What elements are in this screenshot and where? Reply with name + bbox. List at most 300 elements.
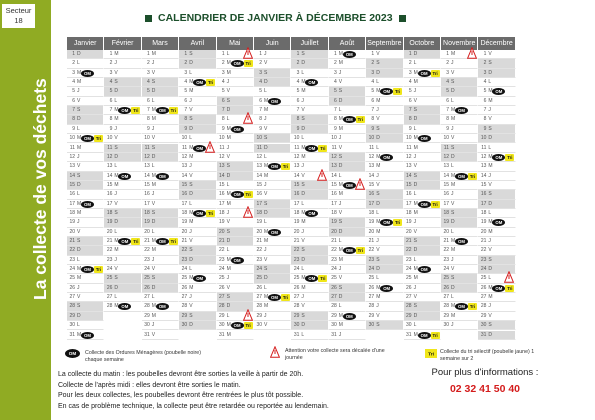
day-number: 10 — [69, 135, 75, 142]
day-cell — [291, 50, 328, 59]
day-cell — [254, 134, 291, 143]
day-number: 8 — [109, 116, 113, 123]
day-letter: J — [189, 294, 192, 301]
day-cell — [291, 115, 328, 124]
day-number: 6 — [221, 97, 225, 104]
day-letter: D — [413, 312, 418, 319]
day-number: 26 — [443, 284, 449, 291]
day-cell — [254, 97, 291, 106]
day-number: 17 — [219, 200, 225, 207]
day-number: 5 — [296, 88, 300, 95]
om-badge-icon: OM — [81, 135, 94, 142]
day-letter: M — [114, 303, 119, 310]
day-cell — [142, 218, 179, 227]
day-cell — [179, 181, 216, 190]
day-number: 16 — [69, 191, 75, 198]
day-cell — [329, 237, 366, 246]
day-number: 7 — [483, 107, 487, 114]
day-cell — [291, 106, 328, 115]
tri-badge-icon: Tri — [507, 285, 513, 291]
day-cell — [67, 218, 104, 227]
day-cell — [67, 293, 104, 302]
day-letter: V — [413, 294, 417, 301]
day-number: 8 — [446, 116, 449, 123]
day-cell — [291, 125, 328, 134]
day-letter: S — [77, 303, 81, 310]
day-letter: L — [77, 60, 80, 67]
day-cell — [104, 69, 141, 78]
day-number: 21 — [406, 238, 412, 244]
day-number: 22 — [443, 247, 449, 254]
day-number: 15 — [219, 181, 225, 188]
day-letter: M — [189, 144, 194, 151]
day-number: 9 — [446, 125, 449, 132]
day-number: 22 — [406, 247, 412, 254]
tri-badge-icon: Tri — [245, 323, 251, 329]
day-number: 24 — [406, 266, 412, 273]
note-line: Collecte de l'après midi : elles devront être sorties le matin. — [58, 381, 241, 389]
om-badge-icon: OM — [118, 173, 131, 180]
day-cell — [441, 59, 478, 68]
day-letter: S — [189, 312, 193, 319]
day-number: 6 — [296, 97, 300, 104]
day-cell — [478, 87, 515, 96]
day-number: 23 — [368, 256, 375, 263]
day-letter: M — [301, 209, 306, 216]
day-cell — [67, 190, 104, 199]
day-number: 26 — [368, 284, 375, 291]
warning-legend-icon — [270, 346, 280, 358]
day-cell — [142, 78, 179, 87]
day-letter: L — [189, 266, 192, 273]
day-number: 20 — [331, 228, 337, 235]
day-number: 15 — [368, 181, 375, 188]
day-letter: J — [451, 60, 454, 67]
day-letter: V — [413, 228, 417, 235]
day-letter: M — [338, 312, 343, 319]
day-cell — [142, 284, 179, 293]
day-letter: J — [338, 266, 342, 273]
day-number: 15 — [406, 181, 412, 188]
legend-om-text: Collecte des Ordures Ménagères (poubelle noire) chaque semaine — [85, 350, 202, 363]
day-letter: J — [77, 219, 80, 226]
day-letter: L — [114, 294, 118, 301]
day-cell — [142, 331, 179, 340]
day-cell — [329, 69, 366, 78]
day-number: 6 — [408, 97, 412, 104]
day-number: 21 — [368, 238, 375, 244]
day-letter: S — [488, 125, 492, 132]
day-letter: S — [189, 116, 193, 123]
day-number: 18 — [144, 209, 150, 216]
day-number: 15 — [69, 181, 75, 188]
day-cell — [104, 256, 141, 265]
day-number: 22 — [256, 247, 262, 254]
day-number: 25 — [69, 275, 75, 282]
day-cell — [104, 144, 141, 153]
day-letter: M — [264, 107, 269, 114]
day-number: 22 — [368, 247, 375, 254]
day-number: 11 — [219, 144, 225, 151]
day-number: 20 — [443, 228, 449, 235]
day-letter: S — [413, 107, 417, 114]
day-cell — [67, 209, 104, 218]
day-letter: V — [413, 97, 417, 104]
day-cell — [291, 284, 328, 293]
day-letter: D — [226, 172, 231, 179]
day-letter: M — [77, 69, 82, 76]
day-number: 2 — [147, 60, 150, 67]
day-number: 14 — [331, 172, 337, 179]
day-cell — [329, 181, 366, 190]
day-cell — [404, 172, 441, 181]
day-number: 28 — [293, 303, 300, 310]
day-letter: D — [488, 135, 493, 142]
day-cell — [478, 162, 515, 171]
day-number: 13 — [181, 163, 188, 170]
month-column — [291, 50, 328, 340]
day-cell — [291, 209, 328, 218]
day-number: 8 — [408, 116, 412, 123]
day-number: 1 — [334, 51, 337, 57]
day-cell — [104, 134, 141, 143]
day-cell — [404, 293, 441, 302]
day-number: 3 — [483, 69, 487, 76]
day-letter: M — [413, 266, 418, 273]
day-number: 23 — [106, 256, 113, 263]
day-cell — [404, 50, 441, 59]
day-number: 17 — [106, 200, 113, 207]
day-cell — [478, 153, 515, 162]
day-cell — [329, 218, 366, 227]
day-letter: L — [338, 172, 342, 179]
day-cell — [104, 125, 141, 134]
day-letter: D — [264, 144, 268, 151]
day-cell — [67, 246, 104, 255]
day-number: 20 — [181, 228, 188, 235]
day-letter: M — [338, 125, 343, 132]
day-number: 19 — [256, 219, 262, 226]
day-cell — [441, 321, 478, 330]
day-letter: V — [264, 125, 268, 132]
day-letter: J — [488, 238, 491, 244]
day-number: 12 — [406, 153, 412, 160]
day-letter: S — [488, 60, 492, 67]
day-cell — [217, 331, 254, 340]
day-cell — [217, 50, 254, 59]
day-letter: J — [413, 88, 417, 95]
day-number: 30 — [256, 322, 262, 329]
day-letter: J — [301, 97, 304, 104]
day-letter: J — [376, 107, 379, 114]
tri-badge-icon: Tri — [432, 332, 438, 338]
day-cell — [67, 87, 104, 96]
om-badge-icon: OM — [156, 173, 169, 180]
day-number: 11 — [69, 144, 75, 151]
day-cell — [254, 312, 291, 321]
day-letter: M — [226, 125, 231, 132]
day-cell — [329, 78, 366, 87]
day-letter: J — [77, 88, 80, 95]
day-number: 12 — [144, 153, 150, 160]
day-cell — [142, 97, 179, 106]
day-cell — [67, 172, 104, 181]
day-letter: L — [413, 256, 417, 263]
day-letter: M — [301, 284, 306, 291]
day-cell — [441, 172, 478, 181]
tri-badge-icon: Tri — [432, 70, 438, 76]
day-letter: V — [376, 181, 380, 188]
month-header: Juillet — [291, 37, 328, 50]
day-cell — [142, 265, 179, 274]
day-number: 26 — [480, 284, 487, 291]
day-letter: S — [114, 79, 118, 86]
day-letter: M — [451, 51, 456, 57]
day-letter: M — [413, 331, 418, 338]
day-number: 10 — [443, 135, 449, 142]
day-cell — [254, 284, 291, 293]
day-number: 21 — [443, 238, 449, 244]
day-cell — [329, 59, 366, 68]
day-cell — [67, 106, 104, 115]
day-letter: V — [226, 153, 230, 160]
day-letter: V — [189, 107, 193, 114]
day-letter: D — [451, 88, 455, 95]
day-cell — [291, 181, 328, 190]
day-number: 5 — [109, 88, 113, 95]
day-letter: J — [413, 219, 417, 226]
day-cell — [441, 144, 478, 153]
day-cell — [67, 162, 104, 171]
day-letter: S — [301, 181, 305, 188]
day-number: 26 — [293, 284, 300, 291]
day-letter: J — [301, 163, 304, 170]
day-cell — [142, 125, 179, 134]
day-letter: S — [151, 79, 156, 86]
day-letter: D — [189, 256, 193, 263]
day-letter: M — [114, 247, 119, 254]
day-number: 20 — [69, 228, 75, 235]
day-cell — [142, 59, 179, 68]
tri-badge-icon: Tri — [395, 89, 401, 95]
day-number: 29 — [181, 312, 188, 319]
day-number: 20 — [406, 228, 412, 235]
day-number: 5 — [72, 88, 75, 95]
day-letter: J — [301, 294, 304, 301]
day-letter: M — [451, 181, 456, 188]
day-cell — [179, 172, 216, 181]
om-badge-icon: OM — [118, 238, 131, 245]
day-number: 8 — [221, 116, 225, 123]
day-number: 28 — [443, 303, 449, 310]
day-cell — [329, 162, 366, 171]
day-number: 24 — [443, 266, 449, 273]
day-number: 16 — [181, 191, 188, 198]
day-letter: S — [413, 238, 417, 244]
day-number: 2 — [259, 60, 262, 67]
day-cell — [217, 321, 254, 330]
day-letter: L — [151, 294, 155, 301]
note-line: En cas de problème technique, la collecte peut être retardée ou reportée au lendemain. — [58, 402, 329, 410]
day-cell — [67, 228, 104, 237]
day-letter: D — [301, 60, 306, 67]
day-number: 19 — [368, 219, 375, 226]
month-column — [254, 50, 291, 340]
day-cell — [329, 144, 366, 153]
tri-badge-icon: Tri — [469, 304, 476, 310]
day-letter: L — [413, 60, 417, 67]
tri-badge-icon: Tri — [320, 145, 326, 151]
day-cell — [67, 312, 104, 321]
square-bullet-icon — [399, 15, 406, 22]
day-letter: J — [451, 322, 454, 329]
month-header: Décembre — [478, 37, 515, 50]
day-letter: M — [376, 284, 381, 291]
day-number: 2 — [109, 60, 113, 67]
day-letter: J — [451, 125, 454, 132]
day-letter: D — [189, 60, 193, 67]
day-cell — [104, 302, 141, 311]
day-letter: D — [338, 294, 343, 301]
day-cell — [142, 144, 179, 153]
day-cell — [179, 106, 216, 115]
day-letter: M — [189, 209, 194, 216]
day-cell — [404, 237, 441, 246]
day-letter: M — [226, 256, 231, 263]
day-cell — [217, 59, 254, 68]
day-cell — [142, 209, 179, 218]
day-letter: J — [338, 200, 342, 207]
day-number: 3 — [259, 69, 262, 76]
day-cell — [104, 246, 141, 255]
day-cell — [217, 256, 254, 265]
warning-icon — [317, 169, 327, 181]
day-letter: S — [301, 51, 305, 57]
day-letter: M — [451, 116, 456, 123]
day-number: 30 — [181, 322, 188, 329]
day-number: 3 — [446, 69, 449, 76]
om-badge-icon: OM — [81, 266, 94, 273]
day-cell — [404, 59, 441, 68]
day-cell — [366, 200, 403, 209]
month-header: Février — [104, 37, 141, 50]
day-letter: M — [77, 144, 82, 151]
day-number: 28 — [331, 303, 337, 310]
day-letter: M — [413, 200, 418, 207]
day-cell — [217, 181, 254, 190]
day-letter: D — [114, 219, 119, 226]
day-letter: M — [151, 312, 156, 319]
day-cell — [142, 190, 179, 199]
day-letter: M — [301, 79, 306, 86]
day-letter: S — [77, 107, 81, 114]
day-number: 27 — [331, 294, 337, 301]
day-letter: M — [189, 79, 194, 86]
day-cell — [217, 153, 254, 162]
day-letter: M — [338, 60, 343, 67]
day-cell — [291, 237, 328, 246]
day-letter: L — [77, 256, 80, 263]
day-cell — [291, 228, 328, 237]
sidebar-title: La collecte de vos déchets — [30, 78, 50, 300]
day-number: 2 — [221, 60, 225, 67]
day-cell — [67, 115, 104, 124]
om-badge-icon: OM — [418, 266, 431, 273]
day-cell — [366, 69, 403, 78]
day-number: 18 — [406, 209, 412, 216]
day-number: 24 — [69, 266, 75, 273]
day-cell — [179, 190, 216, 199]
day-letter: M — [77, 209, 82, 216]
day-number: 23 — [293, 256, 300, 263]
day-letter: L — [376, 275, 379, 282]
day-cell — [291, 144, 328, 153]
day-number: 1 — [109, 51, 113, 57]
day-cell — [254, 125, 291, 134]
day-letter: J — [264, 247, 267, 254]
day-cell — [366, 106, 403, 115]
day-number: 24 — [331, 266, 337, 273]
day-cell — [366, 134, 403, 143]
day-number: 23 — [443, 256, 449, 263]
day-cell — [179, 87, 216, 96]
day-cell — [179, 274, 216, 283]
tri-legend-icon — [425, 349, 437, 358]
day-letter: M — [77, 266, 82, 273]
day-number: 31 — [69, 331, 75, 338]
day-number: 7 — [334, 107, 337, 114]
tri-badge-icon: Tri — [133, 239, 139, 244]
day-cell — [104, 209, 141, 218]
day-cell — [366, 302, 403, 311]
day-letter: D — [151, 88, 156, 95]
day-cell — [329, 228, 366, 237]
day-number: 28 — [256, 303, 262, 310]
day-cell — [254, 209, 291, 218]
day-number: 12 — [368, 153, 375, 160]
day-number: 20 — [219, 228, 225, 235]
day-cell — [104, 218, 141, 227]
day-number: 25 — [443, 275, 449, 282]
day-cell — [404, 181, 441, 190]
day-cell — [291, 200, 328, 209]
day-number: 28 — [181, 303, 188, 310]
day-letter: S — [338, 153, 343, 160]
day-cell — [179, 78, 216, 87]
day-number: 30 — [293, 322, 300, 329]
day-letter: D — [264, 275, 268, 282]
day-number: 16 — [406, 191, 412, 198]
info-phone: 02 32 41 50 40 — [449, 383, 521, 395]
day-letter: S — [264, 135, 268, 142]
om-badge-icon: OM — [268, 294, 281, 301]
day-letter: L — [413, 322, 417, 329]
day-letter: M — [338, 51, 343, 57]
day-letter: M — [189, 88, 194, 95]
day-cell — [142, 321, 179, 330]
day-cell — [478, 59, 515, 68]
day-cell — [142, 181, 179, 190]
day-number: 31 — [144, 331, 150, 338]
day-letter: V — [488, 247, 492, 254]
day-cell — [366, 265, 403, 274]
day-number: 10 — [256, 135, 262, 142]
month-column — [478, 50, 515, 340]
day-cell — [217, 228, 254, 237]
day-cell — [478, 246, 515, 255]
day-letter: D — [189, 322, 193, 329]
day-letter: V — [301, 107, 305, 114]
